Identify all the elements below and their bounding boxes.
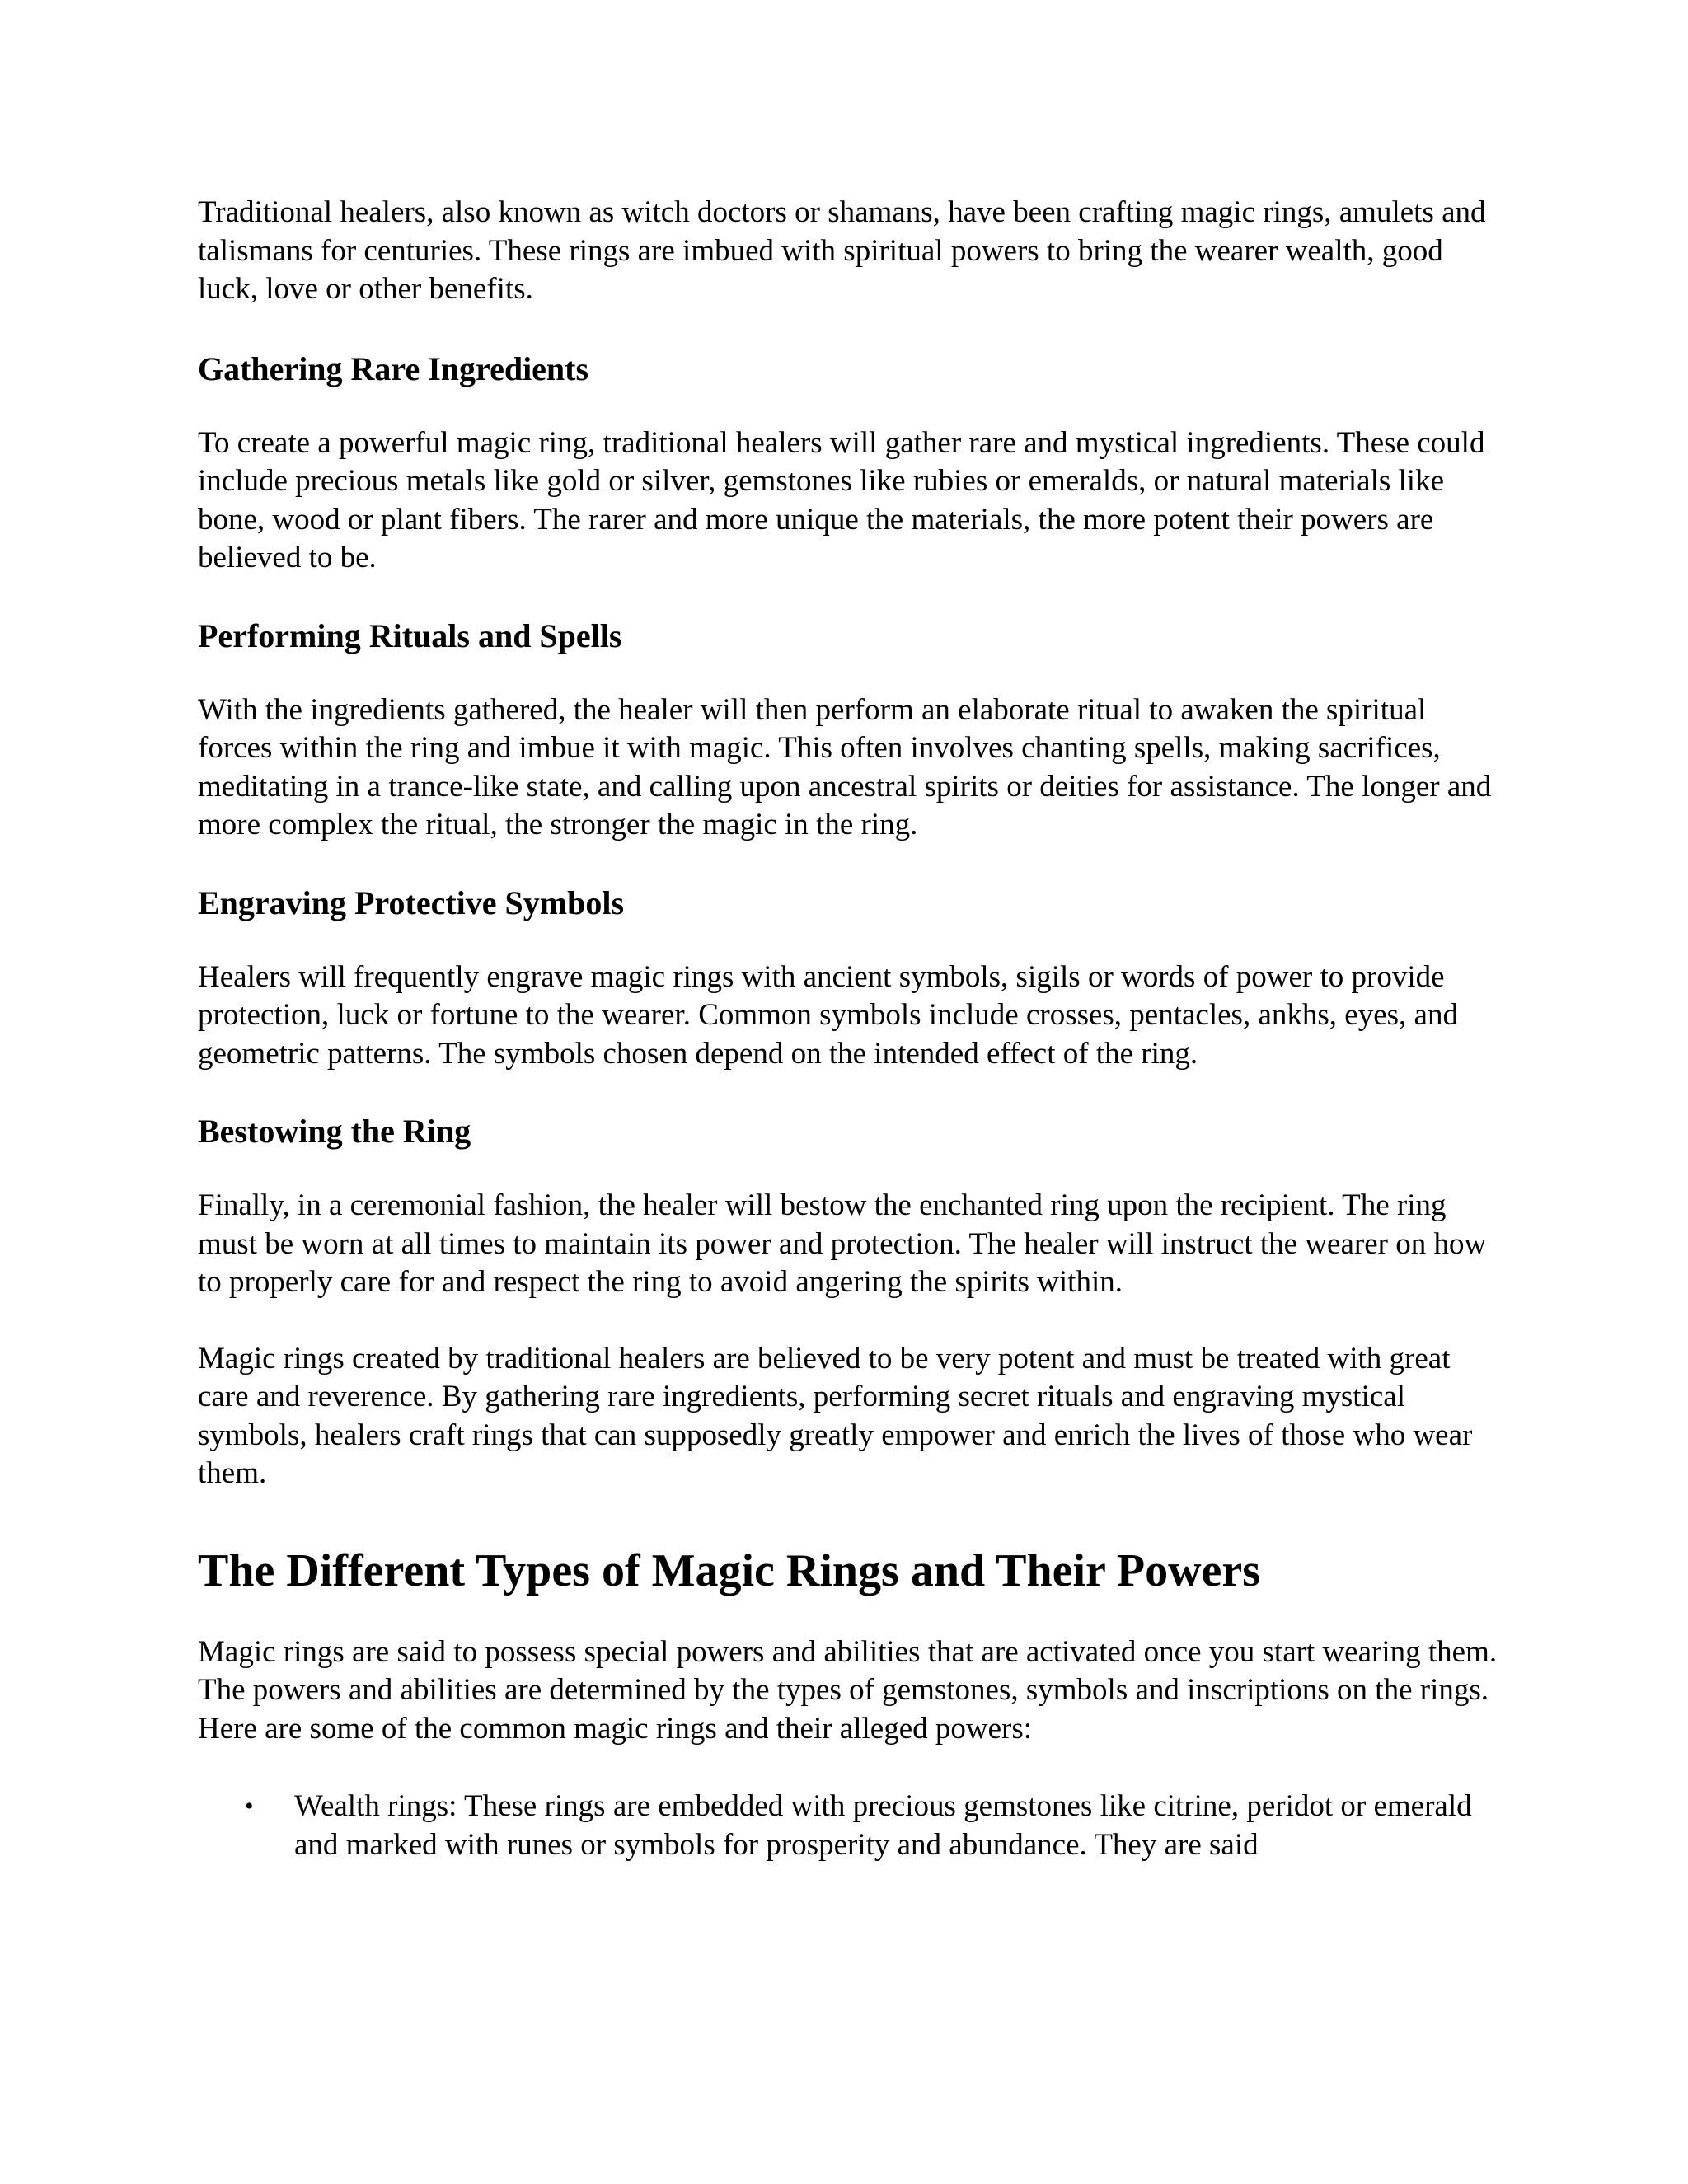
types-paragraph: Magic rings are said to possess special powers and abilities that are activated once you start wearing them. The powers and abilities are determined by the types of gemstones, symbols and inscriptions on the rings. Here are some of the common magic rings and their alleged powers: [198, 1634, 1498, 1746]
list-item [198, 1788, 1500, 1864]
section-paragraph-bestowing: Finally, in a ceremonial fashion, the healer will bestow the enchanted ring upon the recipient. The ring must be worn at all times to maintain its power and protection. The healer will instruct the wearer on how to properly care for and respect the ring to avoid angering the spirits within. [198, 1188, 1487, 1299]
section-heading-engraving: Engraving Protective Symbols [198, 883, 625, 921]
bullet-icon: • [245, 1793, 254, 1820]
document-page [198, 194, 1500, 1864]
section-heading-bestowing: Bestowing the Ring [198, 1113, 471, 1150]
section-paragraph-engraving: Healers will frequently engrave magic rings with ancient symbols, sigils or words of power to provide protection, luck or fortune to the wearer. Common symbols include crosses, pentacles, ankhs, eyes, and geometric patterns. The symbols chosen depend on the intended effect of the ring. [198, 959, 1458, 1071]
section-heading-gathering: Gathering Rare Ingredients [198, 349, 589, 387]
types-heading: The Different Types of Magic Rings and Their Powers [198, 1544, 1261, 1596]
section-paragraph-gathering: To create a powerful magic ring, traditional healers will gather rare and mystical ingredients. These could include precious metals like gold or silver, gemstones like rubies or emeralds, or natural materials like bone, wood or plant fibers. The rarer and more unique the materials, the more potent their powers are believed to be. [198, 425, 1485, 574]
list-item-text: Wealth rings: These rings are embedded with precious gemstones like citrine, peridot or emerald and marked with runes or symbols for prosperity and abundance. They are said [294, 1789, 1472, 1862]
section-heading-rituals: Performing Rituals and Spells [198, 616, 622, 654]
section-paragraph-rituals: With the ingredients gathered, the healer will then perform an elaborate ritual to awaken the spiritual forces within the ring and imbue it with magic. This often involves chanting spells, making sacrifices, meditating in a trance-like state, and calling upon ancestral spirits or deities for assistance. The longer and more complex the ritual, the stronger the magic in the ring. [198, 692, 1492, 841]
intro-paragraph: Traditional healers, also known as witch doctors or shamans, have been crafting magic rings, amulets and talismans for centuries. These rings are imbued with spiritual powers to bring the wearer wealth, good luck, love or other benefits. [198, 195, 1486, 306]
ring-types-list [198, 1788, 1500, 1864]
closing-paragraph: Magic rings created by traditional healers are believed to be very potent and must be treated with great care and reverence. By gathering rare ingredients, performing secret rituals and engraving mystical symbols, healers craft rings that can supposedly greatly empower and enrich the lives of those who wear them. [198, 1341, 1473, 1490]
